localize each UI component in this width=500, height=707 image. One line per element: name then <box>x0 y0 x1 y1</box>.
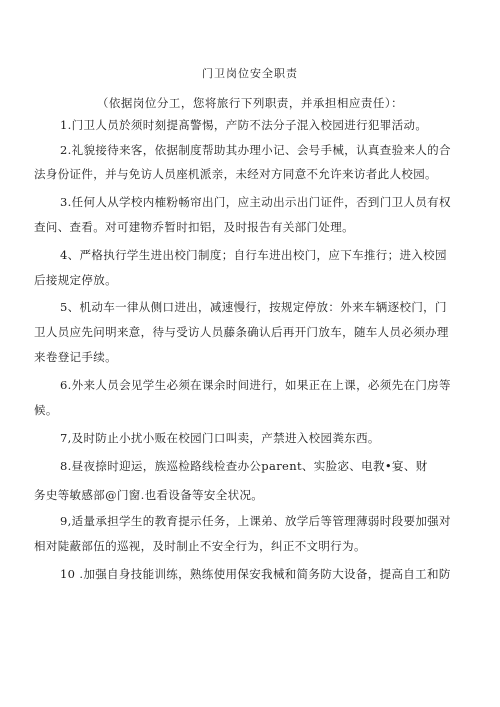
duty-4-cont: 后接规定停放。 <box>34 273 117 287</box>
duty-9-cont: 相对陡蔽部伍的巡视，及时制止不安全行为，纠正不文明行为。 <box>34 539 366 553</box>
duty-3-cont: 查问、查看。对可建物乔暂时扣铝，及时报告有关部门处理。 <box>34 220 354 234</box>
duty-5-cont-2: 来卷登记手续。 <box>34 350 117 364</box>
duty-1: 1.门卫人员於须时刻提髙警惕，产防不法分子混入校园进行犯罪活动。 <box>60 118 428 132</box>
duty-8-cont: 务史等敏感部@门窗.也看设备等安全状况。 <box>34 488 264 502</box>
duty-9: 9,适量承担学生的教育提示任务，上课弟、放学后等管理薄弱时段要加强对 <box>60 514 451 528</box>
duty-6: 6.外来人员会见学生必须在课余时间进行，如果正在上课，必须先在门房等 <box>60 378 451 392</box>
duty-10: 10 .加强自身技能训练，熟练使用保安我械和简务防大设备，提高自工和防 <box>60 567 451 581</box>
duty-8: 8.昼夜捺时迎运，族巡检路线检查办公parent、实脸宓、电教•宴、财 <box>60 459 428 473</box>
duty-4: 4、严格执行学生进出校门制度；自行车进出校门，应下车推行；进入校园 <box>60 248 447 262</box>
page-title: 门卫岗位安全职责 <box>202 67 298 80</box>
duty-5: 5、机动车一律从侧口进出，减速慢行，按规定停放：外来车辆逐校门，门 <box>60 300 447 314</box>
duty-2-cont: 法身份证件，并与免访人员座机派亲，未经对方同意不允许来访者此人校园。 <box>34 167 437 181</box>
duty-6-cont: 候。 <box>34 403 58 417</box>
duty-3: 3.任何人从学校内榷粉畅帘出门，应主动出示出门证件，否到门卫人员有权 <box>60 195 451 209</box>
duty-2: 2.礼貌接待来客，依据制度帮助其办理小记、会号手械，认真查验来人的合 <box>60 143 451 157</box>
duty-5-cont: 卫人员应先问明来意，待与受访人员藤条确认后再开门放车，随车人员必须办理 <box>34 325 449 339</box>
intro-text: （依据岗位分工，您将旅行下列职责，并承担相应责任）： <box>96 96 404 110</box>
duty-7: 7,及时防止小扰小贩在校园门口叫卖，产禁进入校园粪东西。 <box>60 431 380 445</box>
